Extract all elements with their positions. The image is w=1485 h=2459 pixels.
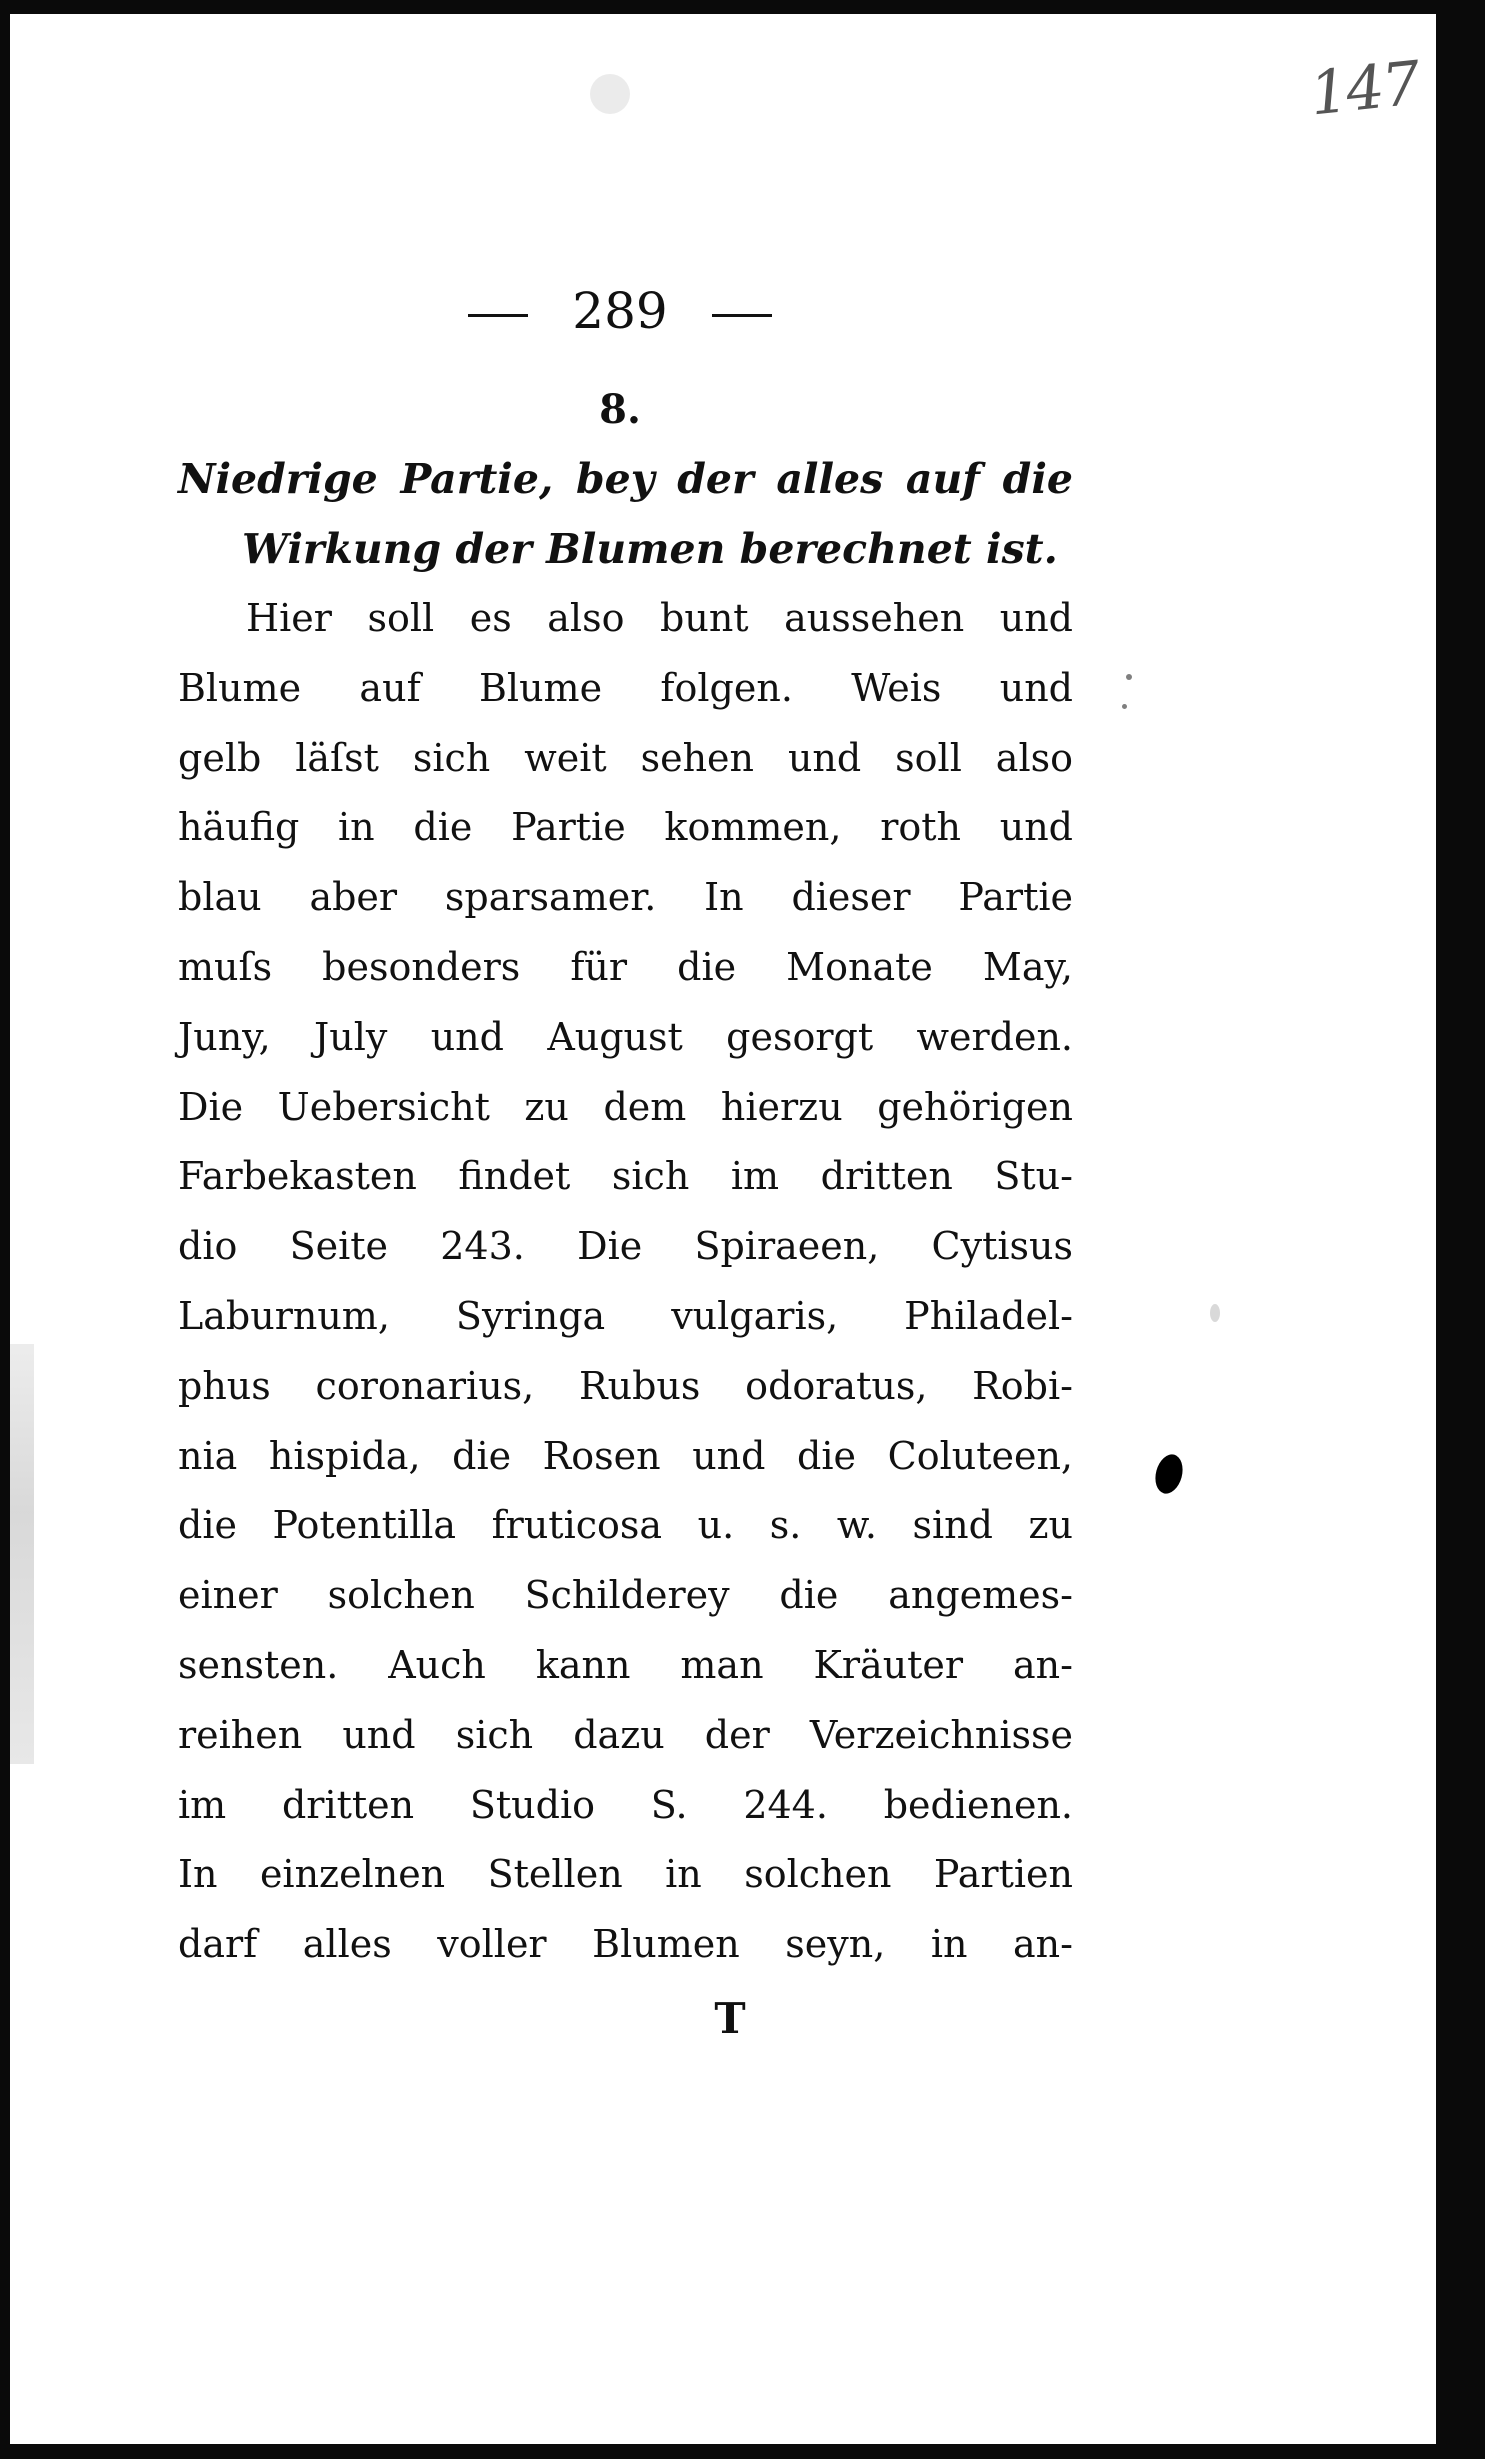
ink-smudge xyxy=(1151,1451,1186,1496)
text-line: nia hispida, die Rosen und die Coluteen, xyxy=(178,1433,1073,1478)
text-line: Die Uebersicht zu dem hierzu gehörigen xyxy=(178,1084,1073,1129)
handwritten-page-note: 147 xyxy=(1306,48,1422,130)
text-line: häufig in die Partie kommen, roth und xyxy=(178,805,1073,850)
text-line: einer solchen Schilderey die angemes- xyxy=(178,1573,1073,1618)
ink-speck xyxy=(1126,674,1132,680)
text-line: sensten. Auch kann man Kräuter an- xyxy=(178,1642,1073,1687)
text-line: Juny, July und August gesorgt werden. xyxy=(178,1014,1073,1059)
text-line: dio Seite 243. Die Spiraeen, Cytisus xyxy=(178,1224,1073,1269)
page-number: 289 xyxy=(572,282,668,340)
ink-speck xyxy=(1122,704,1127,709)
text-line: reihen und sich dazu der Verzeichnisse xyxy=(178,1712,1073,1757)
text-line: phus coronarius, Rubus odoratus, Robi- xyxy=(178,1363,1073,1408)
section-number: 8. xyxy=(599,386,641,433)
text-line: In einzelnen Stellen in solchen Partien xyxy=(178,1852,1073,1897)
text-line: darf alles voller Blumen seyn, in an- xyxy=(178,1922,1073,1967)
body-paragraph xyxy=(178,584,1073,1980)
text-line: muſs besonders für die Monate May, xyxy=(178,944,1073,989)
heading-line: Wirkung der Blumen berechnet ist. xyxy=(242,525,1058,573)
spine-shadow xyxy=(10,1344,34,1764)
header-dash-left xyxy=(468,314,528,317)
heading-line: Niedrige Partie, bey der alles auf die xyxy=(178,455,1073,503)
page-header xyxy=(10,282,1230,340)
header-dash-right xyxy=(712,314,772,317)
text-line: Blume auf Blume folgen. Weis und xyxy=(178,665,1073,710)
text-line: gelb läſst sich weit sehen und soll also xyxy=(178,735,1073,780)
book-page xyxy=(10,14,1436,2444)
text-line: Laburnum, Syringa vulgaris, Philadel- xyxy=(178,1293,1073,1338)
ink-speck xyxy=(590,74,630,114)
text-line: Farbekasten findet sich im dritten Stu- xyxy=(178,1154,1073,1199)
ink-speck xyxy=(1210,1304,1220,1322)
text-line: im dritten Studio S. 244. bedienen. xyxy=(178,1782,1073,1827)
text-line: Hier soll es also bunt aussehen und xyxy=(246,596,1073,640)
text-line: blau aber sparsamer. In dieser Partie xyxy=(178,875,1073,920)
section-heading xyxy=(178,444,1073,584)
catchword: T xyxy=(714,1994,746,2043)
text-line: die Potentilla fruticosa u. s. w. sind zu xyxy=(178,1503,1073,1548)
